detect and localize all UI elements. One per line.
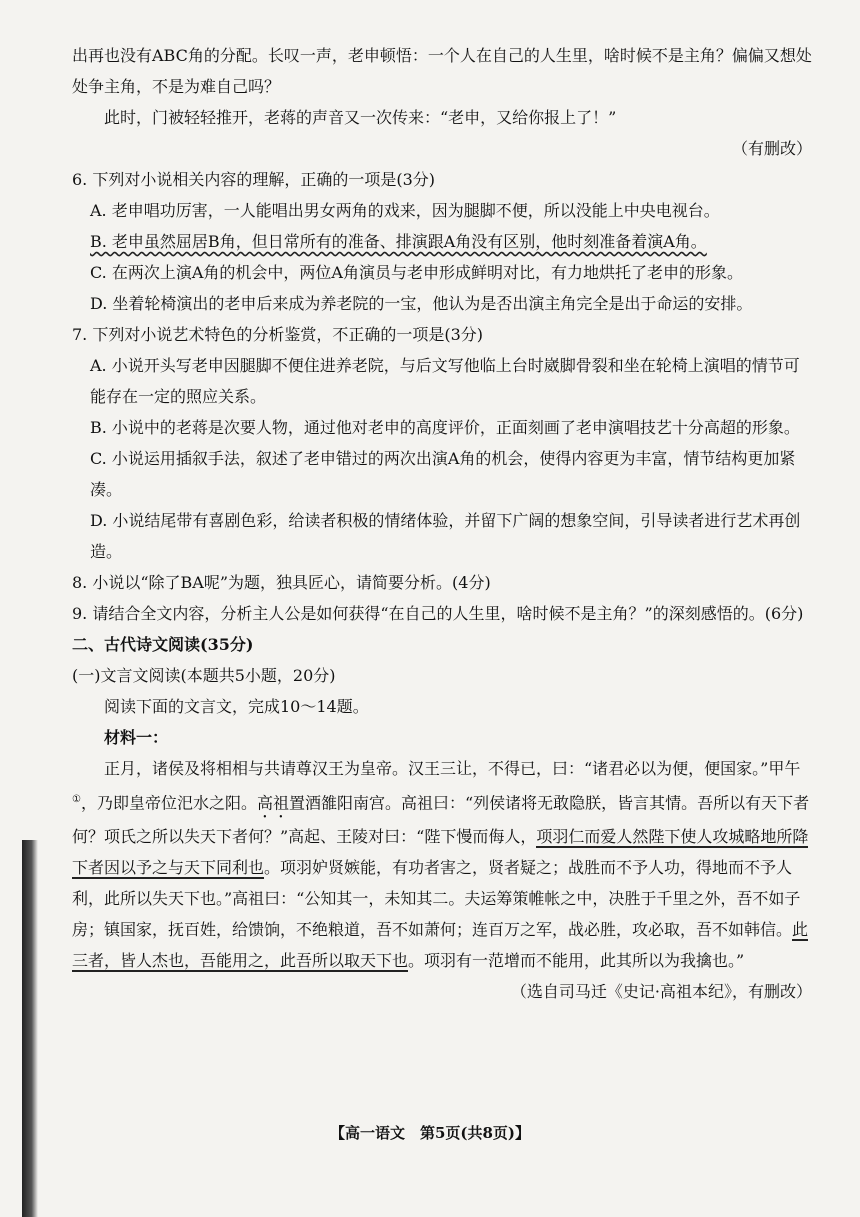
question-7-option-d: D. 小说结尾带有喜剧色彩，给读者积极的情绪体验，并留下广阔的想象空间，引导读者进行艺术再创造。 (90, 511, 801, 561)
dotted-word: 高祖 (256, 793, 289, 813)
question-6-option-b-text: B. 老申虽然屈居B角，但日常所有的准备、排演跟A角没有区别，他时刻准备着演A角。 (90, 232, 707, 251)
classical-passage (72, 753, 812, 976)
story-end-paragraph-2: 此时，门被轻轻推开，老蒋的声音又一次传来：“老申，又给你报上了！” (104, 108, 617, 127)
passage-text-4: 。项羽妒贤嫉能，有功者害之，贤者疑之；战胜而不予人功，得地而不予人利，此所以失天下也。”高祖曰：“公知其一，未知其二。夫运筹策帷帐之中，决胜于千里之外，吾不如子房；镇国家，抚百姓，给馈饷，不绝粮道，吾不如萧何；连百万之军，战必胜，攻必取，吾不如韩信。 (72, 858, 801, 940)
question-6-option-d: D. 坐着轮椅演出的老申后来成为养老院的一宝，他认为是否出演主角完全是出于命运的安排。 (90, 294, 753, 313)
page-footer: 【高一语文 第5页(共8页)】 (329, 1124, 531, 1142)
underlined-sentence-1: 项羽仁而爱人然陛下使人攻城略地所降下者因以予之与天下同利也 (72, 827, 809, 878)
story-end-paragraph: 出再也没有ABC角的分配。长叹一声，老申顿悟：一个人在自己的人生里，啥时候不是主角？偏偏又想处处争主角，不是为难自己吗？ (72, 46, 812, 96)
underlined-sentence-2: 此三者，皆人杰也，吾能用之，此吾所以取天下也 (72, 920, 809, 971)
question-8: 8. 小说以“除了BA呢”为题，独具匠心，请简要分析。(4分) (72, 573, 491, 592)
passage-text-3: 置酒雒阳南宫。高祖曰：“列侯诸将无敢隐朕，皆言其情。吾所以有天下者何？项氏之所以失天下者何？”高起、王陵对曰：“陛下慢而侮人， (72, 793, 810, 847)
question-6-option-a: A. 老申唱功厉害，一人能唱出男女两角的戏来，因为腿脚不便，所以没能上中央电视台。 (90, 201, 720, 220)
footnote-marker: ① (72, 794, 81, 805)
passage-text-1: 正月，诸侯及将相相与共请尊汉王为皇帝。汉王三让，不得已，曰：“诸君必以为便，便国家。”甲午 (104, 759, 801, 778)
section-heading: 二、古代诗文阅读(35分) (72, 635, 254, 654)
question-7-option-c: C. 小说运用插叙手法，叙述了老申错过的两次出演A角的机会，使得内容更为丰富，情节结构更加紧凑。 (90, 449, 796, 499)
passage-text-2: ，乃即皇帝位汜水之阳。 (80, 793, 257, 813)
page-shadow-edge (22, 840, 38, 1217)
question-7-stem: 7. 下列对小说艺术特色的分析鉴赏，不正确的一项是(3分) (72, 325, 484, 344)
question-6-stem: 6. 下列对小说相关内容的理解，正确的一项是(3分) (72, 170, 436, 189)
question-9: 9. 请结合全文内容，分析主人公是如何获得“在自己的人生里，啥时候不是主角？”的深刻感悟的。(6分) (72, 604, 804, 623)
story-note: （有删改） (731, 139, 812, 158)
question-6-option-b (72, 226, 812, 257)
question-7-option-a: A. 小说开头写老申因腿脚不便住进养老院，与后文写他临上台时崴脚骨裂和坐在轮椅上演唱的情节可能存在一定的照应关系。 (90, 356, 800, 406)
instruction-text: 阅读下面的文言文，完成10～14题。 (104, 697, 369, 716)
material-label: 材料一： (104, 728, 169, 747)
question-6-option-c: C. 在两次上演A角的机会中，两位A角演员与老申形成鲜明对比，有力地烘托了老申的形象。 (90, 263, 743, 282)
document-body (72, 40, 812, 1007)
subsection-heading: (一)文言文阅读(本题共5小题，20分) (72, 666, 336, 685)
passage-source: （选自司马迁《史记·高祖本纪》，有删改） (510, 982, 812, 1002)
question-7-option-b: B. 小说中的老蒋是次要人物，通过他对老申的高度评价，正面刻画了老申演唱技艺十分高超的形象。 (90, 418, 800, 437)
passage-text-5: 。项羽有一范增而不能用，此其所以为我擒也。” (408, 951, 745, 971)
